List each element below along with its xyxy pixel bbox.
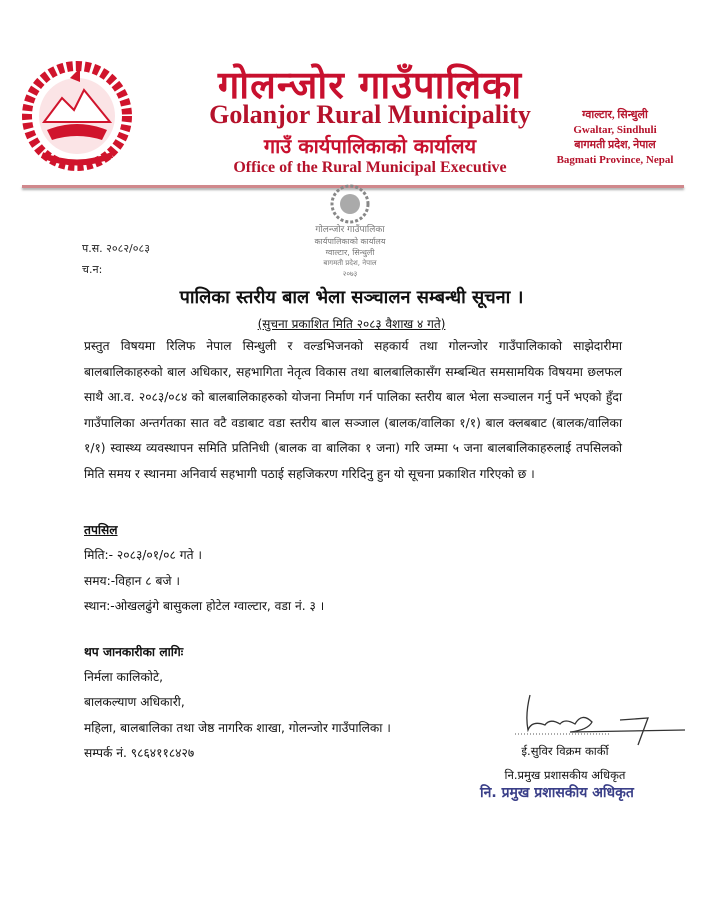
- publish-date-text: (सुचना प्रकाशित मिति २०८३ वैशाख ४ गते): [257, 317, 446, 331]
- municipality-name-english: Golanjor Rural Municipality: [209, 100, 531, 129]
- contact-phone: सम्पर्क नं. ९८६४११८४२७: [84, 746, 195, 761]
- designation-stamp: नि. प्रमुख प्रशासकीय अधिकृत: [480, 785, 634, 801]
- contact-heading: थप जानकारीका लागिः: [84, 644, 184, 659]
- contact-name: निर्मला कालिकोटे,: [84, 670, 163, 685]
- notice-body: प्रस्तुत विषयमा रिलिफ नेपाल सिन्धुली र वल्डभिजनको सहकार्य तथा गोलन्जोर गाउँपालिकाको साझेदारीमा बालबालिकाहरुको बाल अधिकार, सहभागिता नेतृत्व विकास तथा बालबालिकासँग सम्बन्धित समसामयिक विषयमा छलफल साथै आ.व. २०८३/०८४ को बालबालिकाहरुको योजना निर्माण गर्न पालिका स्तरीय बाल भेला सञ्चालन गर्नु पर्ने भएको हुँदा गाउँपालिका अन्तर्गतका सात वटै वडाबाट वडा स्तरीय बाल सञ्जाल (बालक/वालिका १/१) बाल क्लबबाट (बालक/वालिका १/१) स्वास्थ्य व्यवस्थापन समिति प्रतिनिधी (बालक वा बालिका १ जना) गरि जम्मा ५ जना बालबालिकाहरुलाई तपसिलको मिति समय र स्थानमा अनिवार्य सहभागी पठाई सहजिकरण गरिदिनु हुन यो सूचना प्रकाशित गरिएको छ ।: [84, 339, 622, 481]
- address-line: ग्वाल्टार, सिन्धुली: [582, 109, 648, 121]
- publish-date: [0, 315, 703, 332]
- svg-text:ग्वाल्टार, सिन्धुली: ग्वाल्टार, सिन्धुली: [325, 248, 375, 257]
- svg-text:२०७३: २०७३: [342, 270, 358, 278]
- municipality-name-nepali: गोलन्जोर गाउँपालिका: [217, 63, 523, 107]
- municipality-emblem-icon: [22, 60, 132, 172]
- details-section: [84, 518, 391, 767]
- address-line: Gwaltar, Sindhuli: [573, 124, 657, 136]
- notice-heading: पालिका स्तरीय बाल भेला सञ्चालन सम्बन्धी सूचना ।: [179, 287, 524, 308]
- event-date: मिति:- २०८३/०१/०८ गते ।: [84, 548, 203, 563]
- event-place: स्थान:-ओखलढुंगे बासुकला होटेल ग्वाल्टार, वडा नं. ३ ।: [84, 599, 325, 614]
- svg-text:कार्यपालिकाको कार्यालय: कार्यपालिकाको कार्यालय: [314, 237, 386, 246]
- svg-text:बागमती प्रदेश, नेपाल: बागमती प्रदेश, नेपाल: [323, 259, 377, 267]
- office-name-nepali: गाउँ कार्यपालिकाको कार्यालय: [263, 134, 477, 158]
- svg-text:गोलन्जोर गाउँपालिका: गोलन्जोर गाउँपालिका: [315, 225, 385, 235]
- event-time: समय:-विहान ८ बजे ।: [84, 573, 181, 588]
- reference-number: प.स. २०८२/०८३: [82, 242, 150, 255]
- details-heading: तपसिल: [84, 523, 118, 537]
- signatory-title: नि.प्रमुख प्रशासकीय अधिकृत: [504, 768, 626, 782]
- office-seal-stamp: [295, 180, 405, 280]
- office-address: [545, 108, 685, 168]
- signatory-name: ई.सुविर विक्रम कार्की: [521, 744, 609, 758]
- contact-role: बालकल्याण अधिकारी,: [84, 695, 185, 710]
- address-line: Bagmati Province, Nepal: [556, 154, 674, 166]
- signatory-block: [470, 739, 660, 787]
- contact-branch: महिला, बालबालिका तथा जेष्ठ नागरिक शाखा, गोलन्जोर गाउँपालिका ।: [84, 720, 391, 735]
- dispatch-number: च.न:: [82, 263, 103, 276]
- office-name-english: Office of the Rural Municipal Executive: [233, 159, 507, 176]
- address-line: बागमती प्रदेश, नेपाल: [574, 139, 656, 151]
